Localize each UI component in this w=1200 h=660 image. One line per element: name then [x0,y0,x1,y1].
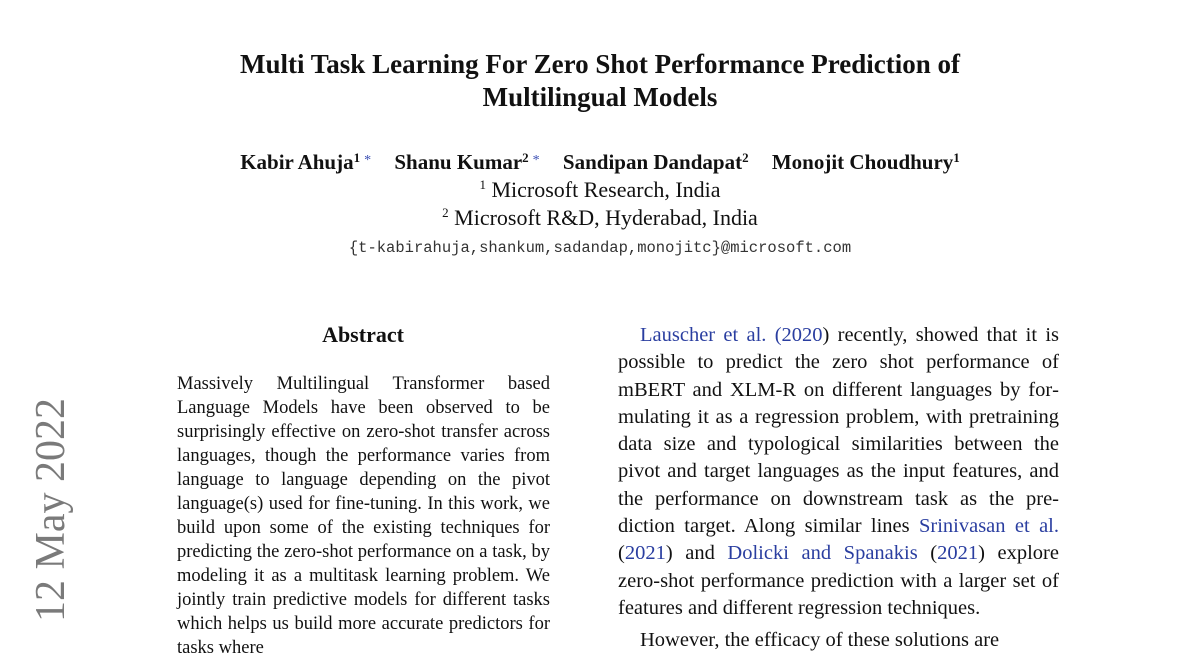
arxiv-date-stamp: 12 May 2022 [28,398,74,622]
paragraph-text: explore zero-shot performance prediction with a larger set of features and different regression techniques. [618,542,1059,619]
paragraph-text: recently, showed that it is possible to predict the zero shot performance of mBERT and XLM-R on different languages by formulating it as a regression problem, with pretraining data size and typological similarities between the pivot and target languages as the input features, and the performance on downstream task as the prediction target. Along similar lines [618,324,1059,538]
author-name: Shanu Kumar [394,150,523,174]
affiliation-name: Microsoft R&D, Hyderabad, India [454,205,758,230]
title-line-2: Multilingual Models [482,82,718,112]
author-affiliation-mark: 2 [522,150,529,165]
citation-link[interactable]: Dolicki and Spanakis [727,542,918,565]
author-affiliation-mark: 1 [953,150,960,165]
citation-link[interactable]: Lauscher et al. [640,324,767,346]
paragraph: Lauscher et al. (2020) recently, showed that it is possible to predict the zero shot performance of mBERT and XLM-R on different languages by formulating it as a regression problem, with pretraining data size and typological similarities between the pivot and target languages as the input features, and the performance on downstream task as the prediction target. Along similar lines Srinivasan et al. (2021) and Dolicki and Spanakis (2021) explore zero-shot performance prediction with a larger set of features and different regression techniques. [618,324,1059,619]
affiliation [150,204,1050,232]
author-list [150,147,1050,176]
affiliation [150,176,1050,204]
equal-contribution-mark[interactable]: * [532,153,540,168]
author [240,147,371,176]
citation-paren: ( [766,324,782,346]
abstract-text: Massively Multilingual Transformer based Language Models have been observed to be surprisingly effective on zero-shot transfer across languages, though the performance varies from language to language depending on the pivot language(s) used for fine-tuning. In this work, we build upon some of the existing techniques for predicting the zero-shot performance on a task, by modeling it as a multitask learning problem. We jointly train predictive models for different tasks which helps us build more accurate predictors for tasks where [177,374,550,658]
equal-contribution-mark[interactable]: * [364,153,372,168]
author [394,147,539,176]
affiliation-number: 1 [479,177,486,192]
paragraph: However, the efficacy of these solutions are [640,629,1000,652]
author-affiliation-mark: 1 [353,150,361,165]
citation-year-link[interactable]: 2020 [781,324,823,346]
citation-year-link[interactable]: 2021 [937,542,979,565]
author-name: Monojit Choudhury [771,150,954,174]
author-name: Kabir Ahuja [240,150,354,174]
author-emails: {t-kabirahuja,shankum,sadandap,monojitc}@microsoft.com [348,239,852,257]
affiliation-number: 2 [442,205,449,220]
affiliation-name: Microsoft Research, India [491,177,721,202]
citation-year-link[interactable]: 2021 [624,542,666,565]
author [563,148,749,176]
author [772,148,960,176]
paper-title [150,48,1050,114]
paragraph-text: and [672,542,728,565]
author-affiliation-mark: 2 [742,150,749,165]
title-line-1: Multi Task Learning For Zero Shot Performance Prediction of [240,49,960,79]
author-name: Sandipan Dandapat [562,150,743,174]
abstract-heading: Abstract [322,322,404,347]
citation-link[interactable]: Srinivasan et al. [918,515,1059,538]
introduction-column [618,322,1059,660]
